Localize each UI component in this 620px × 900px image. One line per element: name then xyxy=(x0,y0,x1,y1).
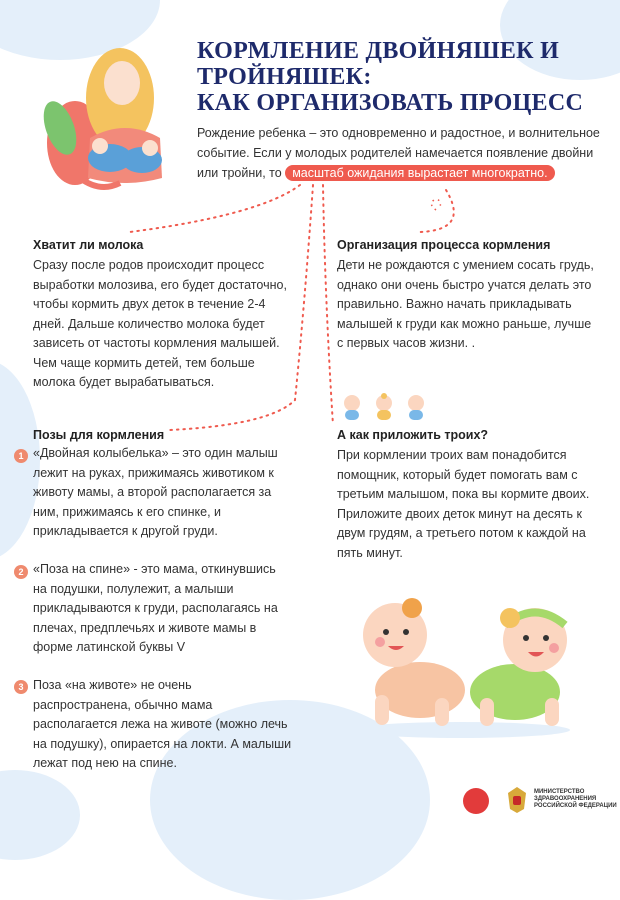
ministry-line-1: МИНИСТЕРСТВО xyxy=(534,789,585,795)
section-text-milk xyxy=(33,256,313,393)
pose-number-3: 3 xyxy=(14,680,28,694)
ministry-label xyxy=(534,789,617,810)
text-line: ним, прижимаясь к его спинке, и xyxy=(33,504,222,519)
russia-emblem-icon xyxy=(504,785,530,815)
text-line: При кормлении троих вам понадобится xyxy=(337,448,567,462)
text-line: правильно. Важно начать прикладывать xyxy=(337,297,572,311)
text-line: плечах, предплечьях и животе мамы в xyxy=(33,620,257,635)
text-line: прикладываются к груди, располагаясь на xyxy=(33,601,278,615)
text-line: зависеть от частоты кормления малышей. xyxy=(33,336,280,350)
text-line: двум грудям, а третьего потом к каждой на xyxy=(337,526,586,540)
text-line: лежит на руках, прижимаясь животиком к xyxy=(33,465,274,480)
text-line: «Поза на спине» - это мама, откинувшись xyxy=(33,562,276,576)
text-line: на подушку), опирается на локти. А малыши xyxy=(33,736,292,751)
text-line: животу мамы, а второй располагается за xyxy=(33,485,272,499)
text-line: форме латинской буквы V xyxy=(33,640,186,654)
section-title-milk: Хватит ли молока xyxy=(33,238,144,252)
title-line-1: КОРМЛЕНИЕ ДВОЙНЯШЕК И xyxy=(197,38,560,64)
text-line: с первых часов жизни. . xyxy=(337,336,476,350)
text-line: чтобы кормить двух деток в течение 2-4 xyxy=(33,297,266,311)
pose-number-1: 1 xyxy=(14,449,28,463)
text-line: дней. Дальше количество молока будет xyxy=(33,316,265,331)
title-line-2: ТРОЙНЯШЕК: xyxy=(197,64,372,90)
text-line: Сразу после родов происходит процесс xyxy=(33,258,265,272)
pose-text-1 xyxy=(33,444,313,542)
text-line: молока будет вырабатываться. xyxy=(33,375,215,389)
three-babies-icon xyxy=(340,393,430,423)
section-title-organization: Организация процесса кормления xyxy=(337,238,551,252)
section-title-triplets: А как приложить троих? xyxy=(337,428,489,442)
section-title-poses: Позы для кормления xyxy=(33,428,165,442)
text-line: лежат под нею на спине. xyxy=(33,756,177,770)
text-line: выработки молозива, его будет достаточно, xyxy=(33,277,287,292)
text-line: однако они очень быстро учатся делать это xyxy=(337,277,592,292)
pose-text-3 xyxy=(33,676,313,774)
campaign-logo xyxy=(463,788,489,814)
text-line: Приложите двоих деток минут на десять к xyxy=(337,506,582,521)
text-line: третьим малышом, пока вы кормите двоих. xyxy=(337,487,590,501)
intro-highlight: масштаб ожидания вырастает многократно. xyxy=(285,165,554,181)
pose-text-2 xyxy=(33,560,313,658)
text-line: пять минут. xyxy=(337,545,403,560)
ministry-line-2: ЗДРАВООХРАНЕНИЯ xyxy=(534,796,597,802)
text-line: Чем чаще кормить детей, тем больше xyxy=(33,355,255,370)
pose-number-2: 2 xyxy=(14,565,28,579)
text-line: малышей к груди как можно раньше, лучше xyxy=(337,316,592,331)
section-text-organization xyxy=(337,256,612,354)
ministry-line-3: РОССИЙСКОЙ ФЕДЕРАЦИИ xyxy=(534,803,617,809)
text-line: на подушки, полулежит, а малыши xyxy=(33,581,234,596)
text-line: Дети не рождаются с умением сосать грудь, xyxy=(337,258,594,272)
text-line: «Двойная колыбелька» – это один малыш xyxy=(33,446,278,460)
crawling-twins-illustration xyxy=(340,580,600,740)
text-line: располагается лежа на животе (можно лечь xyxy=(33,717,288,731)
text-line: распространена, обычно мама xyxy=(33,697,213,712)
text-line: помощник, который будет помогать вам с xyxy=(337,467,578,482)
title-line-3: КАК ОРГАНИЗОВАТЬ ПРОЦЕСС xyxy=(197,90,584,116)
section-text-triplets xyxy=(337,446,612,563)
text-line: прикладывается к другой груди. xyxy=(33,524,218,538)
intro-text: Рождение ребенка – это одновременно и радостное, и волнительное событие. Если у молодых родителей намечается появление двойни или тройни, то xyxy=(197,126,600,180)
text-line: Поза «на животе» не очень xyxy=(33,678,192,692)
